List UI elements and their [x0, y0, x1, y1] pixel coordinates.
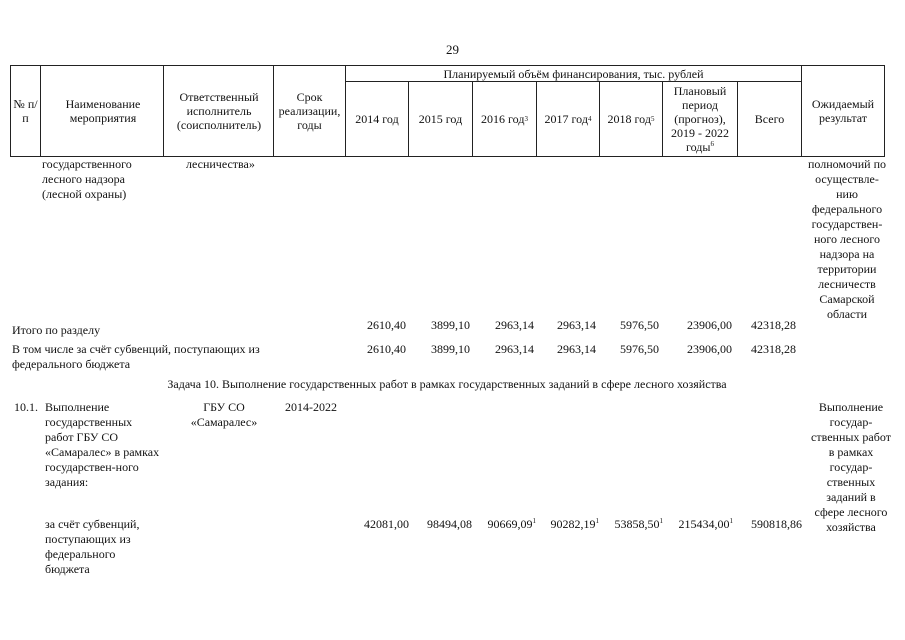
header-financing: Планируемый объём финансирования, тыс. рублей — [443, 66, 704, 81]
row-10-1-sub-2016: 90669,09$^1$ — [487, 517, 536, 531]
cont-name: государственного лесного надзора (лесной охраны) — [42, 157, 132, 201]
total-2014: 2610,40 — [367, 318, 406, 332]
row-10-1-sub-2018: 53858,50$^1$ — [614, 517, 663, 531]
cont-executor: лесничества» — [186, 157, 255, 171]
header-result: Ожидаемый результат — [811, 97, 875, 125]
header-plan: Плановый период (прогноз), 2019 - 2022 годы$^6$ — [671, 84, 729, 154]
row-10-1-result: Выполнение государ-ственных работ в рамках государ-ственных заданий в сфере лесного хозяйства — [811, 400, 891, 534]
subsidy-row-label: В том числе за счёт субвенций, поступающих из федерального бюджета — [12, 342, 260, 371]
header-2014: 2014 год — [355, 112, 399, 126]
row-10-1-sub-2015: 98494,08 — [427, 517, 472, 531]
subsidy-2018: 5976,50 — [620, 342, 659, 356]
header-term: Срок реализации, годы — [278, 90, 341, 132]
subsidy-all: 42318,28 — [751, 342, 796, 356]
subsidy-plan: 23906,00 — [687, 342, 732, 356]
row-10-1-name: Выполнение государственных работ ГБУ СО «Самаралес» в рамках государствен-ного задания: — [45, 400, 160, 489]
header-2018: 2018 год 5 — [607, 112, 655, 126]
row-10-1-sub-plan: 215434,00$^1$ — [678, 517, 733, 531]
row-10-1-sub-all: 590818,86 — [751, 517, 802, 531]
row-10-1-num: 10.1. — [14, 400, 38, 414]
subsidy-2014: 2610,40 — [367, 342, 406, 356]
header-2015: 2015 год — [418, 112, 463, 126]
page-number: 29 — [446, 42, 459, 57]
total-plan: 23906,00 — [687, 318, 732, 332]
header-num: № п/п — [13, 97, 38, 125]
row-10-1-term: 2014-2022 — [285, 400, 337, 414]
subsidy-2016: 2963,14 — [495, 342, 534, 356]
row-10-1-sub-2017: 90282,19$^1$ — [550, 517, 599, 531]
header-2017: 2017 год 4 — [544, 112, 592, 126]
subsidy-2017: 2963,14 — [557, 342, 596, 356]
row-10-1-sub-label: за счёт субвенций, поступающих из федерального бюджета — [45, 517, 140, 576]
total-2017: 2963,14 — [557, 318, 596, 332]
task-title: Задача 10. Выполнение государственных работ в рамках государственных заданий в сфере лесного хозяйства — [167, 377, 727, 391]
header-total: Всего — [754, 112, 785, 126]
total-2016: 2963,14 — [495, 318, 534, 332]
total-2018: 5976,50 — [620, 318, 659, 332]
row-10-1-executor: ГБУ СО «Самаралес» — [190, 400, 258, 429]
subsidy-2015: 3899,10 — [431, 342, 470, 356]
header-name: Наименование мероприятия — [65, 97, 141, 125]
total-row-label: Итого по разделу — [12, 323, 101, 337]
header-2016: 2016 год 3 — [481, 112, 528, 126]
total-all: 42318,28 — [751, 318, 796, 332]
cont-result: полномочий по осуществле-нию федерального государствен-ного лесного надзора на территории лесничеств Самарской области — [807, 157, 887, 321]
total-2015: 3899,10 — [431, 318, 470, 332]
row-10-1-sub-2014: 42081,00 — [364, 517, 409, 531]
header-executor: Ответственный исполнитель (соисполнитель) — [176, 90, 262, 132]
